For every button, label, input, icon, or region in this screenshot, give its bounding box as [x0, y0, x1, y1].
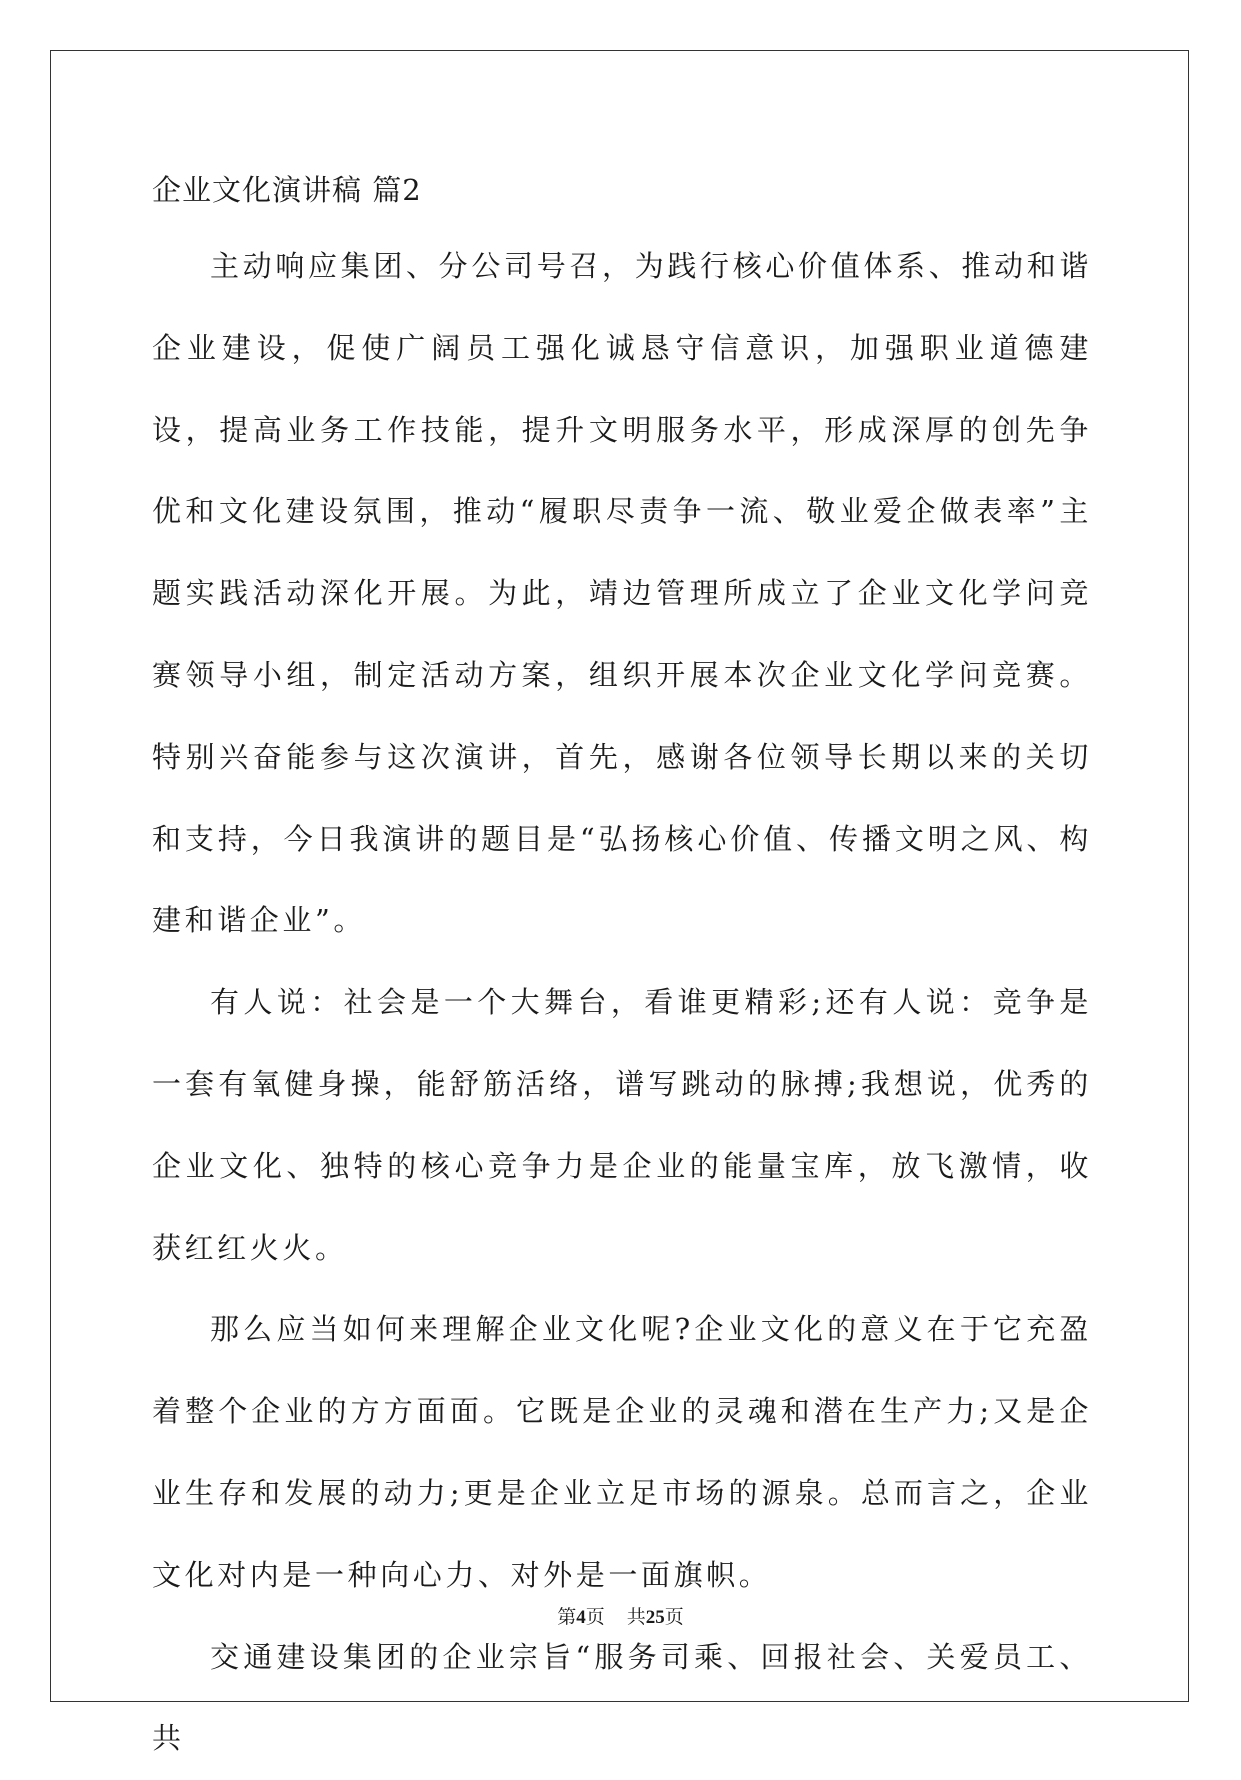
page-prefix: 第	[557, 1606, 577, 1628]
total-suffix: 页	[664, 1606, 684, 1628]
page-footer	[0, 1602, 1241, 1629]
document-body	[152, 226, 1092, 1780]
page-total-number: 25	[645, 1607, 665, 1628]
page-current-number: 4	[576, 1607, 586, 1628]
document-title: 企业文化演讲稿 篇2	[152, 173, 422, 207]
paragraph-1: 主动响应集团、分公司号召，为践行核心价值体系、推动和谐企业建设，促使广阔员工强化诚恳守信意识，加强职业道德建设，提高业务工作技能，提升文明服务水平，形成深厚的创先争优和文化建设氛围，推动“履职尽责争一流、敬业爱企做表率”主题实践活动深化开展。为此，靖边管理所成立了企业文化学问竞赛领导小组，制定活动方案，组织开展本次企业文化学问竞赛。特别兴奋能参与这次演讲，首先，感谢各位领导长期以来的关切和支持，今日我演讲的题目是“弘扬核心价值、传播文明之风、构建和谐企业”。	[152, 249, 1092, 938]
total-prefix: 共	[626, 1606, 646, 1628]
paragraph-2: 有人说：社会是一个大舞台，看谁更精彩;还有人说：竞争是一套有氧健身操，能舒筋活络，谱写跳动的脉搏;我想说，优秀的企业文化、独特的核心竞争力是企业的能量宝库，放飞激情，收获红红火火。	[152, 985, 1092, 1265]
paragraph-4: 交通建设集团的企业宗旨“服务司乘、回报社会、关爱员工、共	[152, 1639, 1092, 1756]
paragraph-3: 那么应当如何来理解企业文化呢?企业文化的意义在于它充盈着整个企业的方方面面。它既是企业的灵魂和潜在生产力;又是企业生存和发展的动力;更是企业立足市场的源泉。总而言之，企业文化对内是一种向心力、对外是一面旗帜。	[152, 1312, 1092, 1592]
page-suffix: 页	[585, 1606, 605, 1628]
